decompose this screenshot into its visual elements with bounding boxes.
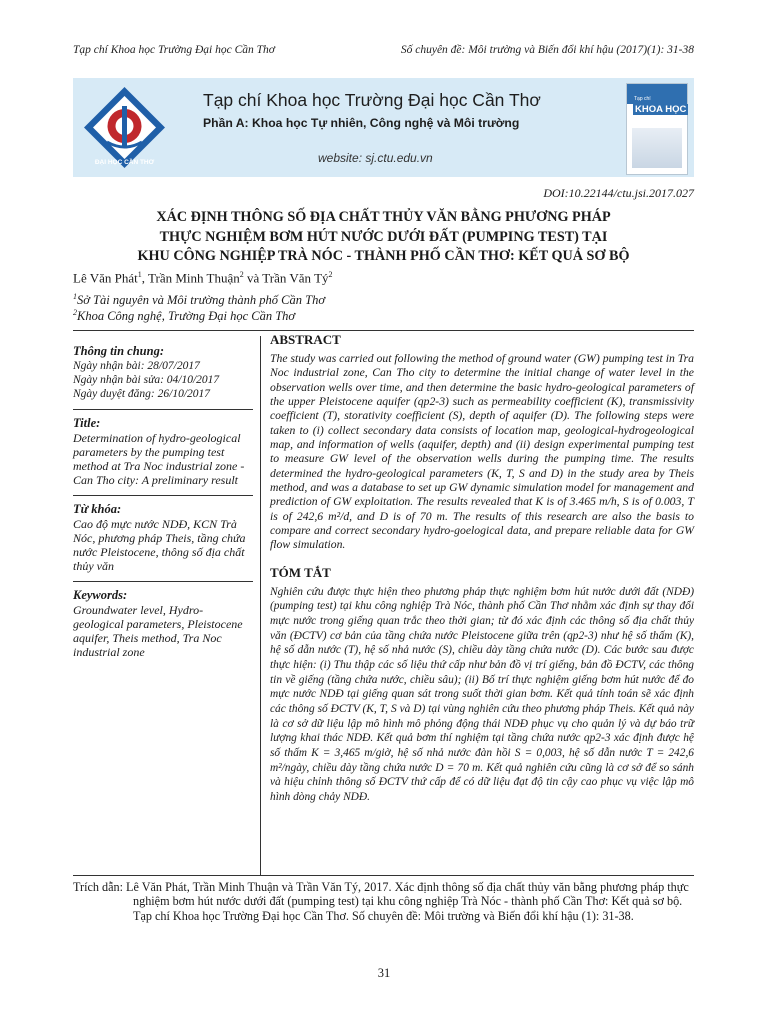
received-date: Ngày nhận bài: 28/07/2017 (73, 360, 200, 372)
affiliation-mark: 1 (73, 292, 77, 301)
info-heading: Thông tin chung: (73, 344, 165, 358)
banner-title: Tạp chí Khoa học Trường Đại học Cần Thơ (203, 90, 541, 110)
title-line: THỰC NGHIỆM BƠM HÚT NƯỚC DƯỚI ĐẤT (PUMPING TEST) TẠI (159, 228, 608, 245)
affiliation-mark: 2 (73, 308, 77, 317)
column-divider (260, 336, 261, 876)
banner-website[interactable]: website: sj.ctu.edu.vn (318, 151, 433, 165)
author-affil-mark: 1 (137, 270, 142, 279)
title-line: KHU CÔNG NGHIỆP TRÀ NÓC - THÀNH PHỐ CẦN THƠ: KẾT QUẢ SƠ BỘ (137, 248, 630, 264)
abstract-heading: ABSTRACT (270, 332, 341, 347)
journal-banner (73, 78, 694, 177)
logo-text: ĐẠI HỌC CẦN THƠ (94, 159, 155, 166)
affiliation-text: Khoa Công nghệ, Trường Đại học Cần Thơ (77, 309, 296, 324)
affiliation-2 (73, 308, 295, 324)
tomtat-text: Nghiên cứu được thực hiện theo phương pháp thực nghiệm bơm hút nước dưới đất (NDĐ) (pumping test) tại khu công nghiệp Trà Nóc, thành phố Cần Thơ nhằm xác định sự thay đổi mực nước trong giếng quan trắc theo thời gian; từ đó xác định các thông số địa chất thủy văn (ĐCTV) cơ bản của tầng chứa nước Pleistocene giữa trên (qp2-3) như hệ số thấm (K), hệ số dẫn nước (T), hệ số nhả nước (S), chiều dày tầng chứa nước (D). Các bước sau được thực hiện: (i) Thu thập các số liệu thứ cấp như bản đồ vị trí giếng, bản đồ ĐCTV, các thông tin về giếng (tầng chứa nước, chiều sâu); (ii) Bố trí thực nghiệm giếng bơm hút nước để đo mực nước NDĐ tại giếng quan sát trong suốt thời gian bơm. Kết quả tính toán sẽ xác định các thông số ĐCTV (K, T, S và D) tại vùng nghiên cứu theo phương pháp Theis. Kết quả này là cơ sở dữ liệu lập mô hình mô phỏng động thái NDĐ phục vụ cho quản lý và dự báo trữ lượng khai thác NDĐ. Kết quả bơm thí nghiệm tại tầng chứa nước qp2-3 xác định được hệ số thấm K = 3,465 m/giờ, hệ số nhả nước đàn hồi S = 0,003, hệ số dẫn nước T = 242,6 m²/ngày, chiều dày tầng chứa nước D = 70 m. Kết quả nghiên cứu cũng là cơ sở để so sánh và hiệu chỉnh thông số ĐCTV thứ cấp để có dữ liệu đạt độ tin cậy cao phục vụ việc lập mô hình dòng chảy NDĐ. (270, 585, 694, 803)
journal-name-header: Tạp chí Khoa học Trường Đại học Cần Thơ (73, 44, 275, 56)
banner-subtitle: Phần A: Khoa học Tự nhiên, Công nghệ và Môi trường (203, 116, 520, 130)
author-name: Lê Văn Phát (73, 270, 138, 286)
author-affil-mark: 2 (239, 270, 244, 279)
title-en-text: Determination of hydro-geological parameters by the pumping test method at Tra Noc industrial zone - Can Tho city: A preliminary result (73, 431, 245, 487)
issue-info-header: Số chuyên đề: Môi trường và Biến đổi khí hậu (2017)(1): 31-38 (400, 44, 694, 56)
author-list (73, 270, 333, 286)
author-separator: và (243, 270, 263, 286)
tukhoa-text: Cao độ mực nước NDĐ, KCN Trà Nóc, phương pháp Theis, tầng chứa nước Pleistocene, thông số địa chất thủy văn (73, 517, 246, 573)
tukhoa-heading: Từ khóa: (73, 502, 122, 516)
author-name: Trần Văn Tý (262, 270, 329, 286)
divider-top (73, 330, 694, 331)
journal-cover-thumbnail (626, 83, 688, 175)
revised-date: Ngày nhận bài sửa: 04/10/2017 (73, 374, 220, 386)
divider-bottom (73, 875, 694, 876)
title-line: XÁC ĐỊNH THÔNG SỐ ĐỊA CHẤT THỦY VĂN BẰNG PHƯƠNG PHÁP (156, 209, 611, 225)
keywords-text: Groundwater level, Hydro-geological parameters, Pleistocene aquifer, Theis method, Tra Noc industrial zone (73, 603, 243, 659)
university-logo-icon (81, 84, 168, 171)
article-info-sidebar (73, 344, 253, 659)
keywords-heading: Keywords: (73, 588, 128, 602)
tomtat-heading: TÓM TẮT (270, 564, 331, 580)
author-separator: , (141, 270, 149, 286)
article-title (73, 208, 694, 267)
sidebar-divider (73, 495, 253, 496)
author-name: Trần Minh Thuận (148, 270, 240, 286)
running-head (73, 44, 694, 60)
title-en-heading: Title: (73, 416, 101, 430)
sidebar-divider (73, 581, 253, 582)
affiliation-1 (73, 292, 325, 308)
affiliation-text: Sở Tài nguyên và Môi trường thành phố Cần Thơ (77, 293, 326, 308)
sidebar-divider (73, 409, 253, 410)
cover-small-text: Tạp chí (634, 96, 651, 102)
abstract-column (270, 332, 694, 805)
doi[interactable]: DOI:10.22144/ctu.jsi.2017.027 (543, 186, 694, 200)
abstract-text: The study was carried out following the method of ground water (GW) pumping test in Tra Noc industrial zone, Can Tho city to determine the initial change of water level in the observation wells over time, and then determine the basic hydro-geological parameters of the upper Pleistocene aquifer (qp2-3) such as permeability coefficient (K), transmissivity coefficient (T), storativity coefficient (S), depth of aquifer (D). The following steps were taken to (i) collect secondary data consists of location map, geological-hydrogeological map, and information of wells (aquifer, depth) and (ii) design experimental pumping test to measure GW level of the observation wells during the pumping time. The results determined the hydro-geological parameters (K, T, S and D) in the study area by Theis method, and was a database to set up GW dynamic simulation model for management and prediction of GW exploitation. The results revealed that K is of 3.465 m/h, S is of 0.003, T is of 242,6 m²/d, and D is of 70 m. The results of this research are also the basis to compare and correct secondary hydro-goelogical data, and prepare reliable data for GW flow simulation. (270, 352, 694, 552)
citation: Trích dẫn: Lê Văn Phát, Trần Minh Thuận và Trần Văn Tý, 2017. Xác định thông số địa chất thủy văn bằng phương pháp thực nghiệm bơm hút nước dưới đất (pumping test) tại khu công nghiệp Trà Nóc - thành phố Cần Thơ: Kết quả sơ bộ. Tạp chí Khoa học Trường Đại học Cần Thơ. Số chuyên đề: Môi trường và Biến đổi khí hậu (1): 31-38. (73, 880, 689, 923)
author-affil-mark: 2 (328, 270, 333, 279)
cover-title: KHOA HỌC (635, 104, 687, 115)
page-number: 31 (377, 966, 391, 980)
accepted-date: Ngày duyệt đăng: 26/10/2017 (73, 388, 211, 400)
cover-image (632, 128, 682, 168)
